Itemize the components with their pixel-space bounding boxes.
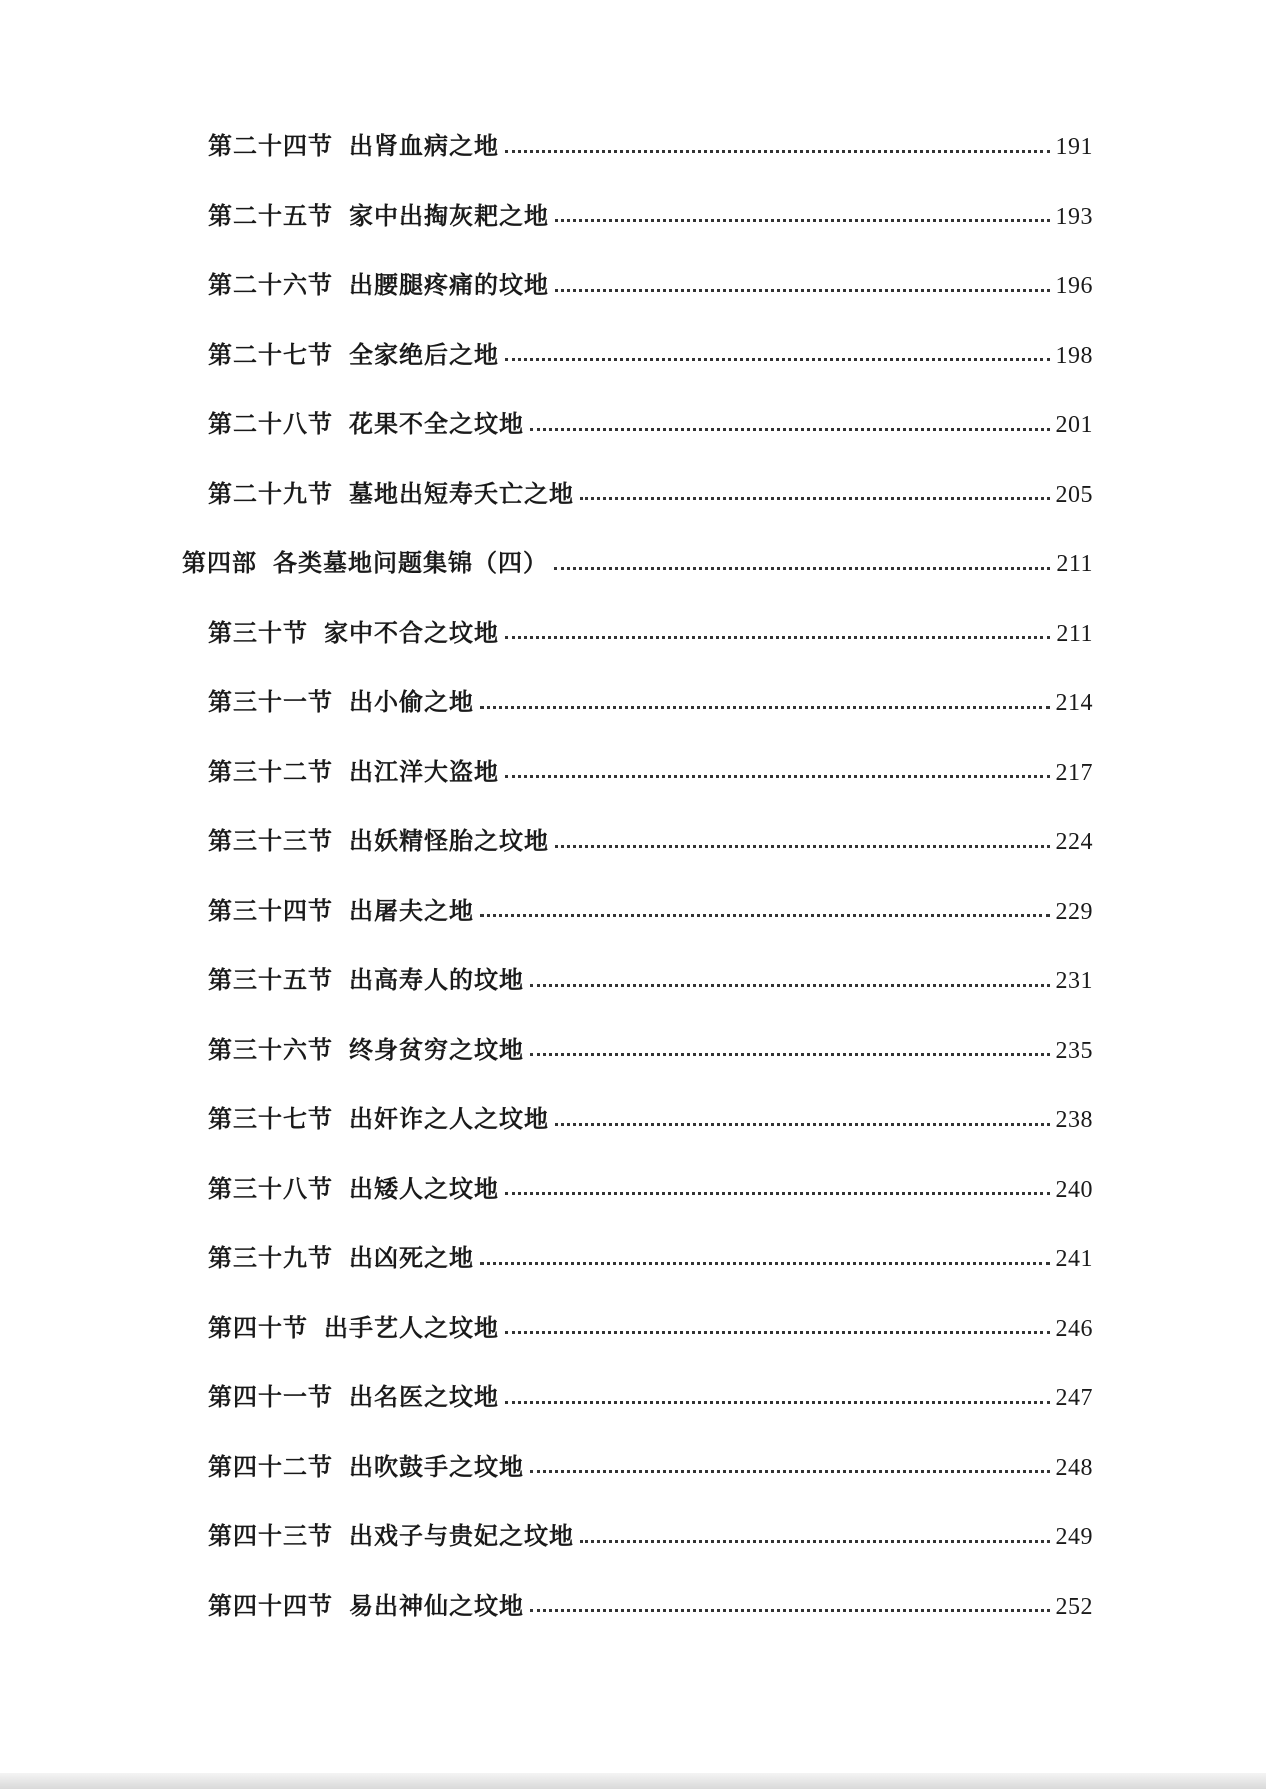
toc-entry-page: 241 bbox=[1055, 1246, 1093, 1272]
toc-entry[interactable] bbox=[208, 1238, 1093, 1278]
dot-leader bbox=[505, 1190, 1050, 1195]
toc-entry[interactable] bbox=[208, 1447, 1093, 1487]
toc-entry-label: 第二十四节 bbox=[208, 131, 333, 160]
toc-entry-page: 211 bbox=[1056, 620, 1093, 647]
toc-entry[interactable] bbox=[208, 1308, 1093, 1348]
toc-entry-page: 246 bbox=[1055, 1315, 1093, 1342]
dot-leader bbox=[554, 565, 1050, 570]
toc-entry[interactable] bbox=[208, 404, 1093, 444]
toc-entry-page: 247 bbox=[1055, 1385, 1093, 1411]
toc-part-label: 第四部 bbox=[182, 548, 257, 577]
toc-entry-label: 第四十节 bbox=[208, 1312, 308, 1342]
toc-entry-label: 第三十四节 bbox=[208, 895, 333, 925]
toc-entry-label: 第二十五节 bbox=[208, 200, 333, 230]
toc-entry-label: 第三十三节 bbox=[208, 826, 333, 855]
toc-entry-page: 214 bbox=[1055, 690, 1093, 716]
toc-entry-label: 第四十四节 bbox=[208, 1590, 333, 1620]
toc-entry-label: 第四十一节 bbox=[208, 1382, 333, 1411]
toc-entry-page: 231 bbox=[1055, 968, 1093, 994]
toc-entry-title: 易出神仙之坟地 bbox=[349, 1590, 524, 1620]
toc-entry-page: 217 bbox=[1055, 759, 1093, 786]
dot-leader bbox=[530, 426, 1050, 431]
toc-entry-title: 家中出掏灰耙之地 bbox=[349, 200, 549, 230]
toc-entry-title: 出小偷之地 bbox=[349, 687, 474, 716]
toc-entry-title: 出高寿人的坟地 bbox=[349, 965, 524, 994]
toc-part-title: 各类墓地问题集锦（四） bbox=[273, 548, 548, 577]
dot-leader bbox=[580, 1538, 1050, 1543]
dot-leader bbox=[555, 287, 1050, 292]
toc-entry-title: 出手艺人之坟地 bbox=[324, 1312, 499, 1342]
toc-entry-label: 第二十九节 bbox=[208, 478, 333, 508]
toc-part-heading[interactable] bbox=[182, 543, 1093, 583]
toc-entry[interactable] bbox=[208, 335, 1093, 375]
toc-entry-label: 第二十六节 bbox=[208, 270, 333, 299]
toc-entry-page: 238 bbox=[1055, 1107, 1093, 1133]
dot-leader bbox=[580, 495, 1050, 500]
dot-leader bbox=[555, 843, 1050, 848]
dot-leader bbox=[505, 356, 1050, 361]
dot-leader bbox=[555, 217, 1050, 222]
toc-entry-label: 第三十五节 bbox=[208, 965, 333, 994]
toc-entry-page: 240 bbox=[1055, 1176, 1093, 1203]
dot-leader bbox=[505, 1399, 1050, 1404]
toc-entry-page: 248 bbox=[1055, 1454, 1093, 1481]
toc-entry-page: 201 bbox=[1055, 412, 1093, 438]
toc-entry[interactable] bbox=[208, 891, 1093, 931]
toc-entry-title: 出江洋大盗地 bbox=[349, 756, 499, 786]
page-bottom-edge bbox=[0, 1773, 1266, 1789]
toc-entry[interactable] bbox=[208, 960, 1093, 1000]
toc-entry-title: 墓地出短寿夭亡之地 bbox=[349, 478, 574, 508]
toc-entry-page: 229 bbox=[1055, 898, 1093, 925]
toc-entry[interactable] bbox=[208, 1099, 1093, 1139]
toc-entry[interactable] bbox=[208, 126, 1093, 166]
dot-leader bbox=[530, 1468, 1050, 1473]
toc-entry-title: 终身贫穷之坟地 bbox=[349, 1034, 524, 1064]
dot-leader bbox=[480, 704, 1050, 709]
toc-entry-title: 全家绝后之地 bbox=[349, 339, 499, 369]
dot-leader bbox=[505, 773, 1050, 778]
toc-entry-label: 第二十八节 bbox=[208, 409, 333, 438]
toc-entry-title: 家中不合之坟地 bbox=[324, 617, 499, 647]
toc-entry-page: 196 bbox=[1055, 273, 1093, 299]
toc-entry-label: 第四十二节 bbox=[208, 1451, 333, 1481]
dot-leader bbox=[480, 912, 1050, 917]
toc-entry-label: 第三十一节 bbox=[208, 687, 333, 716]
toc-entry-label: 第四十三节 bbox=[208, 1521, 333, 1550]
toc-entry[interactable] bbox=[208, 1377, 1093, 1417]
toc-entry-title: 出戏子与贵妃之坟地 bbox=[349, 1521, 574, 1550]
toc-entry-label: 第三十八节 bbox=[208, 1173, 333, 1203]
toc-entry-page: 252 bbox=[1055, 1593, 1093, 1620]
toc-part-page: 211 bbox=[1056, 551, 1093, 577]
dot-leader bbox=[505, 148, 1050, 153]
toc-entry-title: 出屠夫之地 bbox=[349, 895, 474, 925]
dot-leader bbox=[530, 982, 1050, 987]
toc-entry-label: 第二十七节 bbox=[208, 339, 333, 369]
toc-entry[interactable] bbox=[208, 613, 1093, 653]
toc-entry[interactable] bbox=[208, 196, 1093, 236]
dot-leader bbox=[505, 1329, 1050, 1334]
toc-entry-page: 205 bbox=[1055, 481, 1093, 508]
toc-entry-label: 第三十九节 bbox=[208, 1243, 333, 1272]
toc-entry-page: 235 bbox=[1055, 1037, 1093, 1064]
toc-entry-page: 191 bbox=[1055, 134, 1093, 160]
toc-entry-page: 249 bbox=[1055, 1524, 1093, 1550]
toc-entry[interactable] bbox=[208, 682, 1093, 722]
toc-entry[interactable] bbox=[208, 1030, 1093, 1070]
dot-leader bbox=[480, 1260, 1050, 1265]
dot-leader bbox=[530, 1051, 1050, 1056]
toc-entry[interactable] bbox=[208, 1516, 1093, 1556]
toc-entry-label: 第三十七节 bbox=[208, 1104, 333, 1133]
toc-entry-label: 第三十二节 bbox=[208, 756, 333, 786]
toc-entry-page: 193 bbox=[1055, 203, 1093, 230]
toc-entry-title: 出矮人之坟地 bbox=[349, 1173, 499, 1203]
toc-entry[interactable] bbox=[208, 1169, 1093, 1209]
toc-entry-title: 出肾血病之地 bbox=[349, 131, 499, 160]
toc-entry-title: 出名医之坟地 bbox=[349, 1382, 499, 1411]
dot-leader bbox=[530, 1607, 1050, 1612]
toc-entry-title: 出奸诈之人之坟地 bbox=[349, 1104, 549, 1133]
toc-entry-label: 第三十节 bbox=[208, 617, 308, 647]
toc-entry-title: 出凶死之地 bbox=[349, 1243, 474, 1272]
toc-entry-title: 出吹鼓手之坟地 bbox=[349, 1451, 524, 1481]
toc-entry-label: 第三十六节 bbox=[208, 1034, 333, 1064]
toc-entry[interactable] bbox=[208, 265, 1093, 305]
toc-entry-page: 198 bbox=[1055, 342, 1093, 369]
toc-entry[interactable] bbox=[208, 821, 1093, 861]
toc-entry-title: 花果不全之坟地 bbox=[349, 409, 524, 438]
toc-entry[interactable] bbox=[208, 474, 1093, 514]
toc-entry-title: 出妖精怪胎之坟地 bbox=[349, 826, 549, 855]
toc-entry[interactable] bbox=[208, 752, 1093, 792]
toc-entry-title: 出腰腿疼痛的坟地 bbox=[349, 270, 549, 299]
toc-entry[interactable] bbox=[208, 1586, 1093, 1626]
dot-leader bbox=[505, 634, 1050, 639]
toc-entry-page: 224 bbox=[1055, 829, 1093, 855]
dot-leader bbox=[555, 1121, 1050, 1126]
